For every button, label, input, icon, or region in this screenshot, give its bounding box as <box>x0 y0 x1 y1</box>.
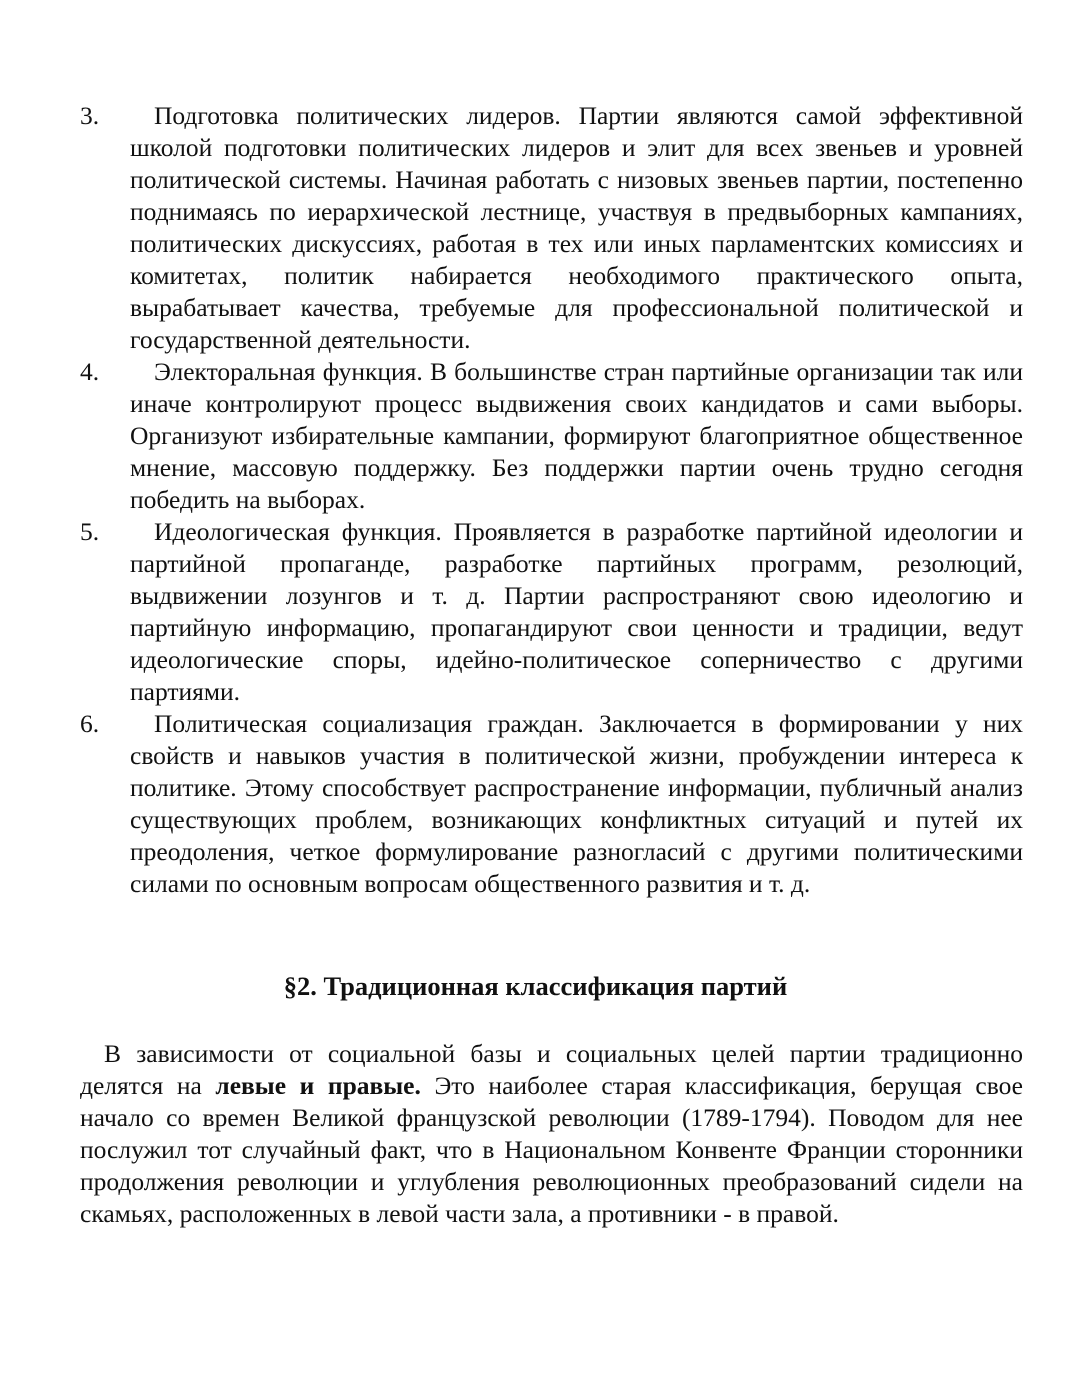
section-paragraph <box>80 1038 1023 1230</box>
list-item-number: 3. <box>80 101 100 130</box>
list-item-text: Электоральная функция. В большинстве стран партийные организации так или иначе контролируют процесс выдвижения своих кандидатов и сами выборы. Организуют избирательные кампании, формируют благоприятное общественное мнение, массовую поддержку. Без поддержки партии очень трудно сегодня победить на выборах. <box>130 357 1023 514</box>
list-item-number: 5. <box>80 517 100 546</box>
list-item <box>80 708 1023 900</box>
paragraph-text-start: В зависимости от социальной базы и социальных целей партии традиционно делятся на <box>80 1039 1023 1100</box>
paragraph-bold-term: левые и правые. <box>215 1071 421 1100</box>
list-item-text: Идеологическая функция. Проявляется в разработке партийной идеологии и партийной пропаганде, разработке партийных программ, резолюций, выдвижении лозунгов и т. д. Партии распространяют свою идеологию и партийную информацию, пропагандируют свои ценности и традиции, ведут идеологические споры, идейно-политическое соперничество с другими партиями. <box>130 517 1023 706</box>
list-item-text: Политическая социализация граждан. Заключается в формировании у них свойств и навыков участия в политической жизни, пробуждении интереса к политике. Этому способствует распространение информации, публичный анализ существующих проблем, возникающих конфликтных ситуаций и путей их преодоления, четкое формулирование разногласий с другими политическими силами по основным вопросам общественного развития и т. д. <box>130 709 1023 898</box>
functions-list <box>80 100 1023 900</box>
list-item-number: 4. <box>80 357 100 386</box>
list-item <box>80 100 1023 356</box>
list-item-number: 6. <box>80 709 100 738</box>
list-item <box>80 356 1023 516</box>
list-item <box>80 516 1023 708</box>
paragraph-text-end: Это наиболее старая классификация, берущая свое начало со времен Великой французской революции (1789-1794). Поводом для нее послужил тот случайный факт, что в Национальном Конвенте Франции сторонники продолжения революции и углубления революционных преобразований сидели на скамьях, расположенных в левой части зала, а противники - в правой. <box>80 1071 1023 1228</box>
list-item-text: Подготовка политических лидеров. Партии являются самой эффективной школой подготовки политических лидеров и элит для всех звеньев и уровней политической системы. Начиная работать с низовых звеньев партии, постепенно поднимаясь по иерархической лестнице, участвуя в предвыборных кампаниях, политических дискуссиях, работая в тех или иных парламентских комиссиях и комитетах, политик набирается необходимого практического опыта, вырабатывает качества, требуемые для профессиональной политической и государственной деятельности. <box>130 101 1023 354</box>
section-heading: §2. Традиционная классификация партий <box>283 971 788 1001</box>
